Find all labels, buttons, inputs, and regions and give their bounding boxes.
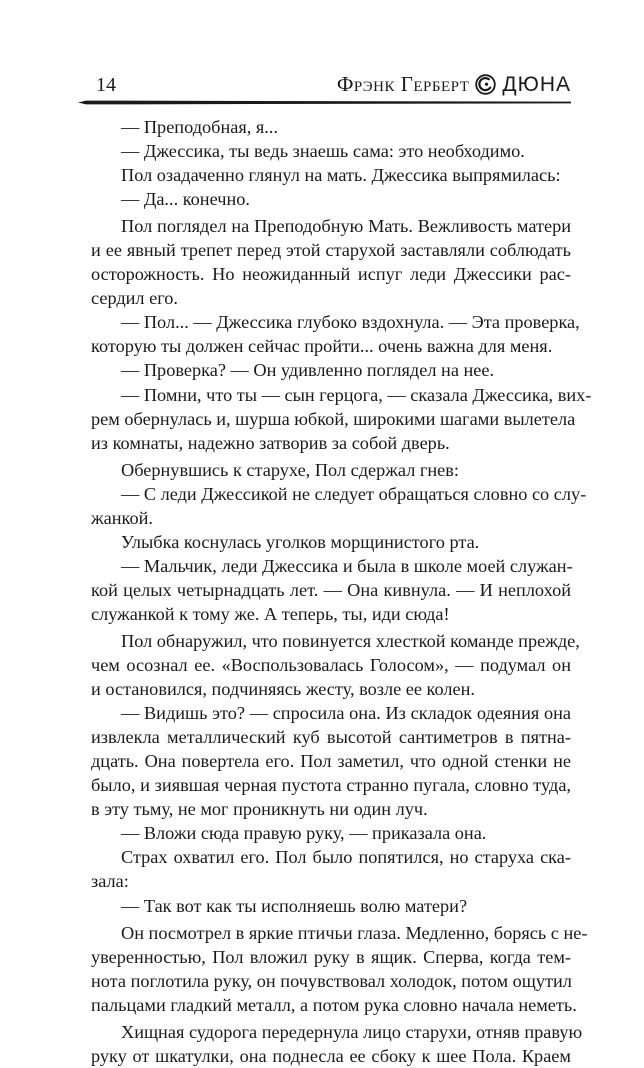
text-line-content: служанкой к тому же. А теперь, ты, иди сюда! [91, 603, 450, 624]
text-line-content: Улыбка коснулась уголков морщинистого рта. [121, 531, 480, 552]
text-line-content: которую ты должен сейчас пройти... очень важна для меня. [91, 336, 553, 357]
text-line-content: — Мальчик, леди Джессика и была в школе моей служан- [121, 555, 573, 576]
text-line-content: осторожность. Но неожиданный испуг леди Джессики рас- [91, 264, 571, 285]
text-line [91, 749, 571, 773]
paragraph [91, 845, 571, 893]
text-line-content: и остановился, подчиняясь жесту, возле ее колен. [91, 679, 476, 700]
text-line-content: уверенностью, Пол вложил руку в ящик. Сперва, когда тем- [91, 946, 571, 967]
text-line-content: руку от шкатулки, она поднесла ее сбоку к шее Пола. Краем [91, 1045, 571, 1066]
text-line-content: — Помни, что ты — сын герцога, — сказала Джессика, вих- [121, 384, 592, 405]
paragraph [91, 187, 571, 211]
text-line-content: — Видишь это? — спросила она. Из складок одеяния она [121, 703, 571, 724]
text-line [91, 115, 571, 139]
text-line [91, 1044, 571, 1068]
text-line-content: чем осознал ее. «Воспользовалась Голосом», — подумал он [91, 655, 571, 676]
text-line-content: кой целых четырнадцать лет. — Она кивнула. — И неплохой [91, 579, 571, 600]
text-line [91, 238, 571, 262]
text-line [91, 869, 571, 893]
paragraph [91, 629, 580, 701]
text-line [91, 629, 580, 653]
paragraph [91, 482, 587, 530]
text-line [91, 945, 571, 969]
text-line-content: Хищная судорога передернула лицо старухи, отняв правую [121, 1021, 583, 1042]
text-line-content: в эту тьму, не мог проникнуть ни один луч. [91, 799, 428, 820]
text-line [91, 554, 571, 578]
text-line [91, 310, 580, 334]
text-line-content: и ее явный трепет перед этой старухой заставляли соблюдать [91, 240, 571, 261]
text-line-content: — С леди Джессикой не следует обращаться словно со слу- [121, 483, 587, 504]
paragraph [91, 530, 571, 554]
paragraph [91, 163, 571, 187]
paragraph [91, 701, 571, 821]
text-line [91, 993, 577, 1017]
text-line-content: — Преподобная, я... [121, 117, 279, 137]
paragraph [91, 115, 571, 139]
text-line [91, 845, 571, 869]
text-line [91, 921, 588, 945]
text-line-content: Пол обнаружил, что повинуется хлесткой команде прежде, [121, 630, 580, 651]
text-line [91, 797, 571, 821]
paragraph [91, 139, 571, 163]
text-line-content: рем обернулась и, шурша юбкой, широкими шагами вылетела [91, 408, 576, 429]
body-text [91, 115, 592, 1068]
text-line-content: было, и зиявшая черная пустота странно пугала, словно туда, [91, 775, 571, 796]
text-line-content: нота поглотила руку, он почувствовал холодок, потом ощутил [91, 970, 572, 991]
text-line [91, 286, 571, 310]
text-line [91, 407, 576, 431]
text-line [91, 578, 571, 602]
text-line-content: Обернувшись к старухе, Пол сдержал гнев: [121, 459, 459, 480]
text-line [91, 458, 571, 482]
paragraph [91, 894, 571, 918]
text-line [91, 653, 571, 677]
text-line [91, 773, 571, 797]
text-line-content: дцать. Она повертела его. Пол заметил, что одной стенки не [91, 751, 571, 772]
text-line-content: — Джессика, ты ведь знаешь сама: это необходимо. [121, 141, 525, 162]
text-line-content: Пол поглядел на Преподобную Мать. Вежливость матери [121, 216, 571, 237]
paragraph [91, 821, 571, 845]
text-line-content: — Проверка? — Он удивленно поглядел на нее. [121, 360, 495, 381]
text-line-content: — Пол... — Джессика глубоко вздохнула. — Эта проверка, [121, 312, 580, 333]
text-line [91, 1020, 583, 1044]
text-line [91, 821, 571, 845]
text-line-content: жанкой. [91, 507, 153, 528]
paragraph [91, 310, 580, 358]
header-rule [78, 99, 571, 106]
book-title: ДЮНА [502, 72, 571, 96]
text-line-content: Страх охватил его. Пол было попятился, но старуха ска- [121, 847, 571, 868]
text-line-content: извлекла металлический куб высотой сантиметров в пятна- [91, 727, 571, 748]
text-line [91, 139, 571, 163]
text-line-content: Пол озадаченно глянул на мать. Джессика выпрямилась: [121, 165, 561, 186]
paragraph [91, 554, 571, 626]
text-line [91, 894, 571, 918]
page-number: 14 [96, 74, 116, 96]
text-line-content: пальцами гладкий металл, а потом рука словно начала неметь. [91, 994, 577, 1015]
text-line [91, 530, 571, 554]
text-line-content: — Вложи сюда правую руку, — приказала она. [121, 823, 487, 844]
paragraph [91, 358, 571, 382]
text-line-content: — Да... конечно. [121, 189, 250, 210]
text-line-content: Он посмотрел в яркие птичьи глаза. Медленно, борясь с не- [121, 922, 588, 943]
text-line [91, 701, 571, 725]
text-line [91, 482, 587, 506]
running-head [337, 72, 571, 97]
text-line [91, 506, 571, 530]
text-line-content: — Так вот как ты исполняешь волю матери? [121, 895, 468, 916]
text-line [91, 187, 571, 211]
running-header [94, 72, 571, 100]
text-line [91, 383, 592, 407]
paragraph [91, 383, 592, 455]
text-line-content: зала: [91, 871, 129, 892]
text-line [91, 969, 571, 993]
paragraph [91, 214, 571, 310]
paragraph [91, 1020, 583, 1068]
author-name: Фрэнк Герберт [336, 72, 470, 96]
text-line [91, 214, 571, 238]
paragraph [91, 458, 571, 482]
text-line [91, 677, 571, 701]
text-line [91, 262, 571, 286]
paragraph [91, 921, 588, 1017]
text-line-content: сердил его. [91, 288, 178, 309]
circular-emblem-icon [475, 74, 496, 95]
text-line [91, 431, 571, 455]
text-line [91, 334, 571, 358]
text-line-content: из комнаты, надежно затворив за собой дверь. [91, 432, 450, 453]
text-line [91, 602, 571, 626]
text-line [91, 163, 571, 187]
text-line [91, 725, 571, 749]
text-line [91, 358, 571, 382]
